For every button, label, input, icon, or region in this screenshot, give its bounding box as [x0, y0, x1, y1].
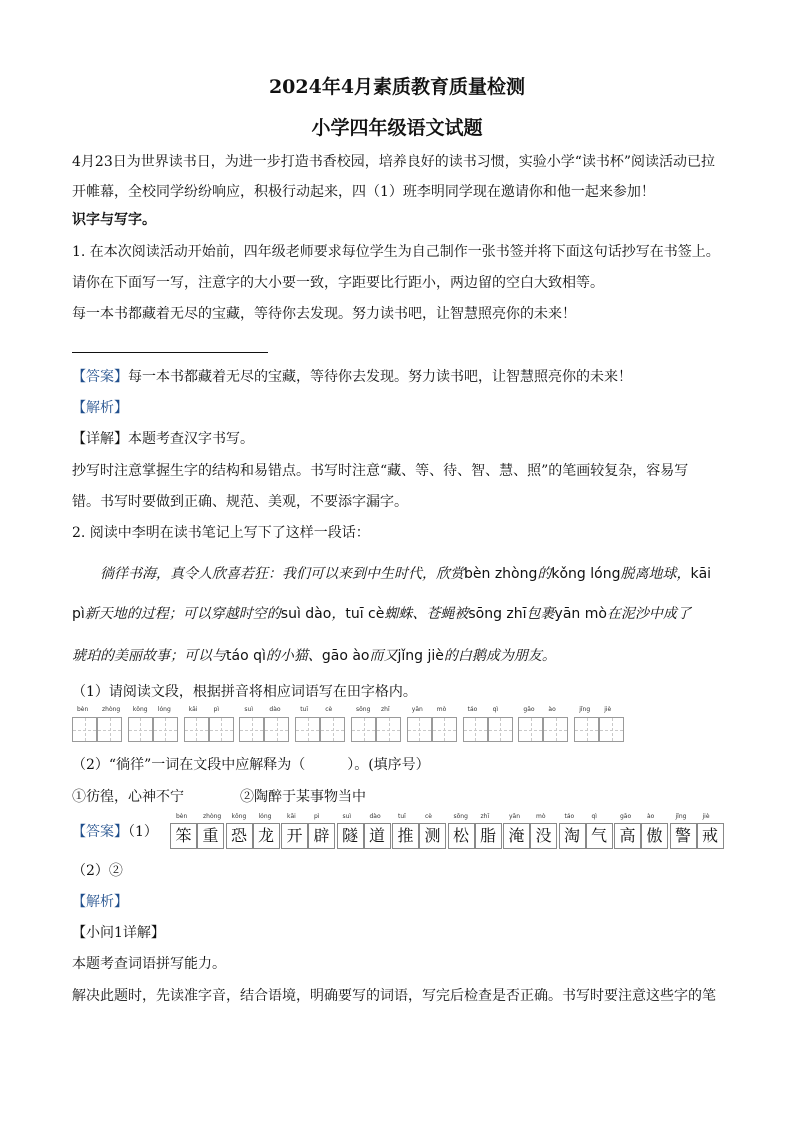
option-1: ①彷徨，心神不宁: [72, 789, 184, 805]
answer-pinyin: lóng: [258, 813, 272, 820]
passage-text: 的: [537, 566, 552, 582]
grid-pinyin: zhòng: [102, 706, 121, 713]
answer-word: [226, 813, 282, 849]
answer-word: [614, 813, 670, 849]
grid-pinyin: bèn: [77, 706, 89, 713]
grid-pinyin: tuī: [300, 706, 309, 713]
pinyin-text: kāi: [690, 566, 712, 582]
passage-line1: [100, 563, 724, 583]
answer-char-box: 淹: [503, 823, 530, 849]
grid-pinyin: suì: [244, 706, 253, 713]
answer-pinyin: cè: [425, 813, 432, 820]
answer-char-box: 推: [392, 823, 419, 849]
tianzige-box[interactable]: [432, 717, 457, 742]
grid-pinyin: gāo: [523, 706, 535, 713]
tianzige-box[interactable]: [351, 717, 376, 742]
answer-pinyin: zhī: [480, 813, 490, 820]
q1-answer-row: [72, 366, 632, 386]
answer-pinyin: zhòng: [203, 813, 222, 820]
grid-word: [295, 706, 347, 746]
grid-pinyin: ào: [548, 706, 556, 713]
tianzige-box[interactable]: [239, 717, 264, 742]
answer-char-box: 重: [197, 823, 224, 849]
answer-pinyin: táo: [564, 813, 575, 820]
tianzige-box[interactable]: [376, 717, 401, 742]
answer-char-box: 警: [670, 823, 697, 849]
passage-line2: [72, 603, 724, 623]
answer-word: [670, 813, 726, 849]
grid-pinyin: mò: [436, 706, 447, 713]
q1-sentence: 每一本书都藏着无尽的宝藏，等待你去发现。努力读书吧，让智慧照亮你的未来！: [72, 306, 576, 322]
answer-char-box: 高: [614, 823, 641, 849]
option-2: ②陶醉于某事物当中: [240, 789, 366, 805]
passage-text: 脱离地球，: [620, 566, 691, 582]
answer-word: [503, 813, 559, 849]
q1-detail-text: 本题考查汉字书写。: [128, 431, 254, 447]
answer-pinyin: mò: [536, 813, 546, 820]
detail-tag: 【详解】: [72, 431, 128, 447]
exam-subtitle: 小学四年级语文试题: [311, 117, 483, 139]
answer-tag: 【答案】: [72, 369, 128, 385]
tianzige-box[interactable]: [97, 717, 122, 742]
passage-text: 新天地的过程；可以穿越时空的: [84, 606, 281, 622]
passage-text: 徜徉书海，真令人欣喜若狂：我们可以来到中生时代，欣赏: [100, 566, 464, 582]
grid-word: [518, 706, 570, 746]
q2-answer2: （2）②: [72, 863, 123, 879]
answer-pinyin: sōng: [453, 813, 468, 820]
grid-word: [574, 706, 626, 746]
grid-pinyin: zhī: [381, 706, 390, 713]
q1-analysis-tag: 【解析】: [72, 400, 128, 416]
answer-word: [559, 813, 615, 849]
grid-pinyin: lóng: [157, 706, 171, 713]
grid-word: [463, 706, 515, 746]
answer-pinyin: jiè: [702, 813, 710, 820]
grid-pinyin: kāi: [188, 706, 198, 713]
small-question-tag: 【小问1详解】: [72, 925, 165, 941]
pinyin-text: kǒng lóng: [551, 566, 621, 582]
grid-word: [184, 706, 236, 746]
answer-char-box: 笨: [170, 823, 197, 849]
answer-char-box: 辟: [308, 823, 335, 849]
pinyin-text: táo qì: [226, 648, 266, 664]
tianzige-box[interactable]: [518, 717, 543, 742]
passage-line3: [72, 645, 724, 665]
pinyin-text: gāo ào: [321, 648, 370, 664]
small-question-line2: 解决此题时，先读准字音，结合语境，明确要写的词语，写完后检查是否正确。书写时要注意这些字的笔: [72, 988, 716, 1004]
answer-pinyin: tuī: [398, 813, 406, 820]
answer-pinyin: suì: [342, 813, 352, 820]
q1-detail-row: [72, 428, 254, 448]
intro-paragraph: 4月23日为世界读书日，为进一步打造书香校园，培养良好的读书习惯，实验小学“读书杯”阅读活动已拉开帷幕，全校同学纷纷响应，积极行动起来，四（1）班李明同学现在邀请你和他一起来参加！: [72, 154, 716, 200]
answer-tag: 【答案】: [72, 824, 128, 840]
answer-pinyin: ào: [647, 813, 655, 820]
grid-pinyin: yān: [411, 706, 423, 713]
answer-word: [170, 813, 226, 849]
answer-prefix: （1）: [128, 824, 158, 840]
passage-text: 蜘蛛、苍蝇被: [384, 606, 469, 622]
answer-pinyin: jǐng: [675, 813, 687, 820]
grid-pinyin: cè: [325, 706, 333, 713]
answer-char-box: 开: [281, 823, 308, 849]
q2-sub1: （1）请阅读文段，根据拼音将相应词语写在田字格内。: [72, 684, 417, 700]
tianzige-box[interactable]: [543, 717, 568, 742]
pinyin-text: jǐng jiè: [397, 648, 444, 664]
pinyin-text: sōng zhī: [468, 606, 527, 622]
answer-word: [337, 813, 393, 849]
pinyin-text: pì: [72, 606, 85, 622]
answer-char-box: 戒: [697, 823, 724, 849]
pinyin-grid-row: [72, 706, 632, 746]
answer-pinyin: pì: [314, 813, 320, 820]
tianzige-box[interactable]: [488, 717, 513, 742]
answer-char-box: 松: [448, 823, 475, 849]
passage-text: 的小猫、: [265, 648, 322, 664]
answer-underline: [72, 352, 268, 353]
tianzige-box[interactable]: [574, 717, 599, 742]
grid-pinyin: sōng: [356, 706, 371, 713]
q1-line1: 1. 在本次阅读活动开始前，四年级老师要求每位学生为自己制作一张书签并将下面这句话抄写在书签上。: [72, 244, 720, 260]
passage-text: 琥珀的美丽故事；可以与: [72, 648, 226, 664]
grid-pinyin: jǐng: [579, 706, 591, 713]
answer-char-box: 隧: [337, 823, 364, 849]
pinyin-text: yān mò: [554, 606, 607, 622]
tianzige-box[interactable]: [184, 717, 209, 742]
tianzige-box[interactable]: [295, 717, 320, 742]
answer-char-box: 傲: [641, 823, 668, 849]
passage-text: 包裹: [526, 606, 555, 622]
grid-pinyin: dào: [269, 706, 281, 713]
tianzige-box[interactable]: [209, 717, 234, 742]
answer-word: [392, 813, 448, 849]
q2-answer-prefix-row: [72, 821, 158, 841]
tianzige-box[interactable]: [153, 717, 178, 742]
exam-title: 2024年4月素质教育质量检测: [268, 76, 526, 98]
pinyin-text: bèn zhòng: [464, 566, 538, 582]
grid-pinyin: qì: [492, 706, 499, 713]
answer-char-box: 测: [419, 823, 446, 849]
grid-word: [239, 706, 291, 746]
grid-word: [72, 706, 124, 746]
grid-pinyin: kǒng: [132, 706, 148, 713]
tianzige-box[interactable]: [407, 717, 432, 742]
answer-char-box: 没: [530, 823, 557, 849]
passage-text: ，: [331, 606, 346, 622]
answer-pinyin: dào: [369, 813, 381, 820]
grid-word: [351, 706, 403, 746]
answer-pinyin: kǒng: [231, 813, 247, 820]
tianzige-box[interactable]: [72, 717, 97, 742]
tianzige-box[interactable]: [463, 717, 488, 742]
answer-pinyin: gāo: [620, 813, 632, 820]
answer-pinyin: yān: [509, 813, 521, 820]
answer-word: [281, 813, 337, 849]
q1-detail-line3: 错。书写时要做到正确、规范、美观，不要添字漏字。: [72, 494, 408, 510]
tianzige-box[interactable]: [264, 717, 289, 742]
small-question-line1: 本题考查词语拼写能力。: [72, 956, 226, 972]
answer-pinyin: kāi: [287, 813, 296, 820]
grid-pinyin: táo: [467, 706, 478, 713]
grid-pinyin: jiè: [604, 706, 612, 713]
grid-word: [407, 706, 459, 746]
section-heading: 识字与写字。: [72, 212, 156, 228]
tianzige-box[interactable]: [320, 717, 345, 742]
q1-detail-line2: 抄写时注意掌握生字的结构和易错点。书写时注意“藏、等、待、智、慧、照”的笔画较复杂，容易写: [72, 463, 689, 479]
tianzige-box[interactable]: [128, 717, 153, 742]
q2-analysis-tag: 【解析】: [72, 894, 128, 910]
q1-answer-text: 每一本书都藏着无尽的宝藏，等待你去发现。努力读书吧，让智慧照亮你的未来！: [128, 369, 632, 385]
passage-text: 在泥沙中成了: [606, 606, 691, 622]
answer-char-box: 龙: [253, 823, 280, 849]
answer-grid-row: [170, 813, 730, 849]
answer-pinyin: bèn: [176, 813, 188, 820]
passage-text: 的白鹅成为朋友。: [443, 648, 556, 664]
answer-char-box: 淘: [559, 823, 586, 849]
answer-char-box: 道: [364, 823, 391, 849]
tianzige-box[interactable]: [599, 717, 624, 742]
answer-char-box: 恐: [226, 823, 253, 849]
q2-line1: 2. 阅读中李明在读书笔记上写下了这样一段话：: [72, 525, 370, 541]
passage-text: 而又: [369, 648, 398, 664]
grid-pinyin: pì: [213, 706, 220, 713]
q1-line2: 请你在下面写一写，注意字的大小要一致，字距要比行距小，两边留的空白大致相等。: [72, 275, 604, 291]
q2-sub2: （2）“徜徉”一词在文段中应解释为（ ）。(填序号）: [72, 757, 430, 773]
grid-word: [128, 706, 180, 746]
pinyin-text: tuī cè: [345, 606, 385, 622]
pinyin-text: suì dào: [280, 606, 332, 622]
answer-pinyin: qì: [591, 813, 597, 820]
answer-word: [448, 813, 504, 849]
answer-char-box: 气: [586, 823, 613, 849]
answer-char-box: 脂: [475, 823, 502, 849]
